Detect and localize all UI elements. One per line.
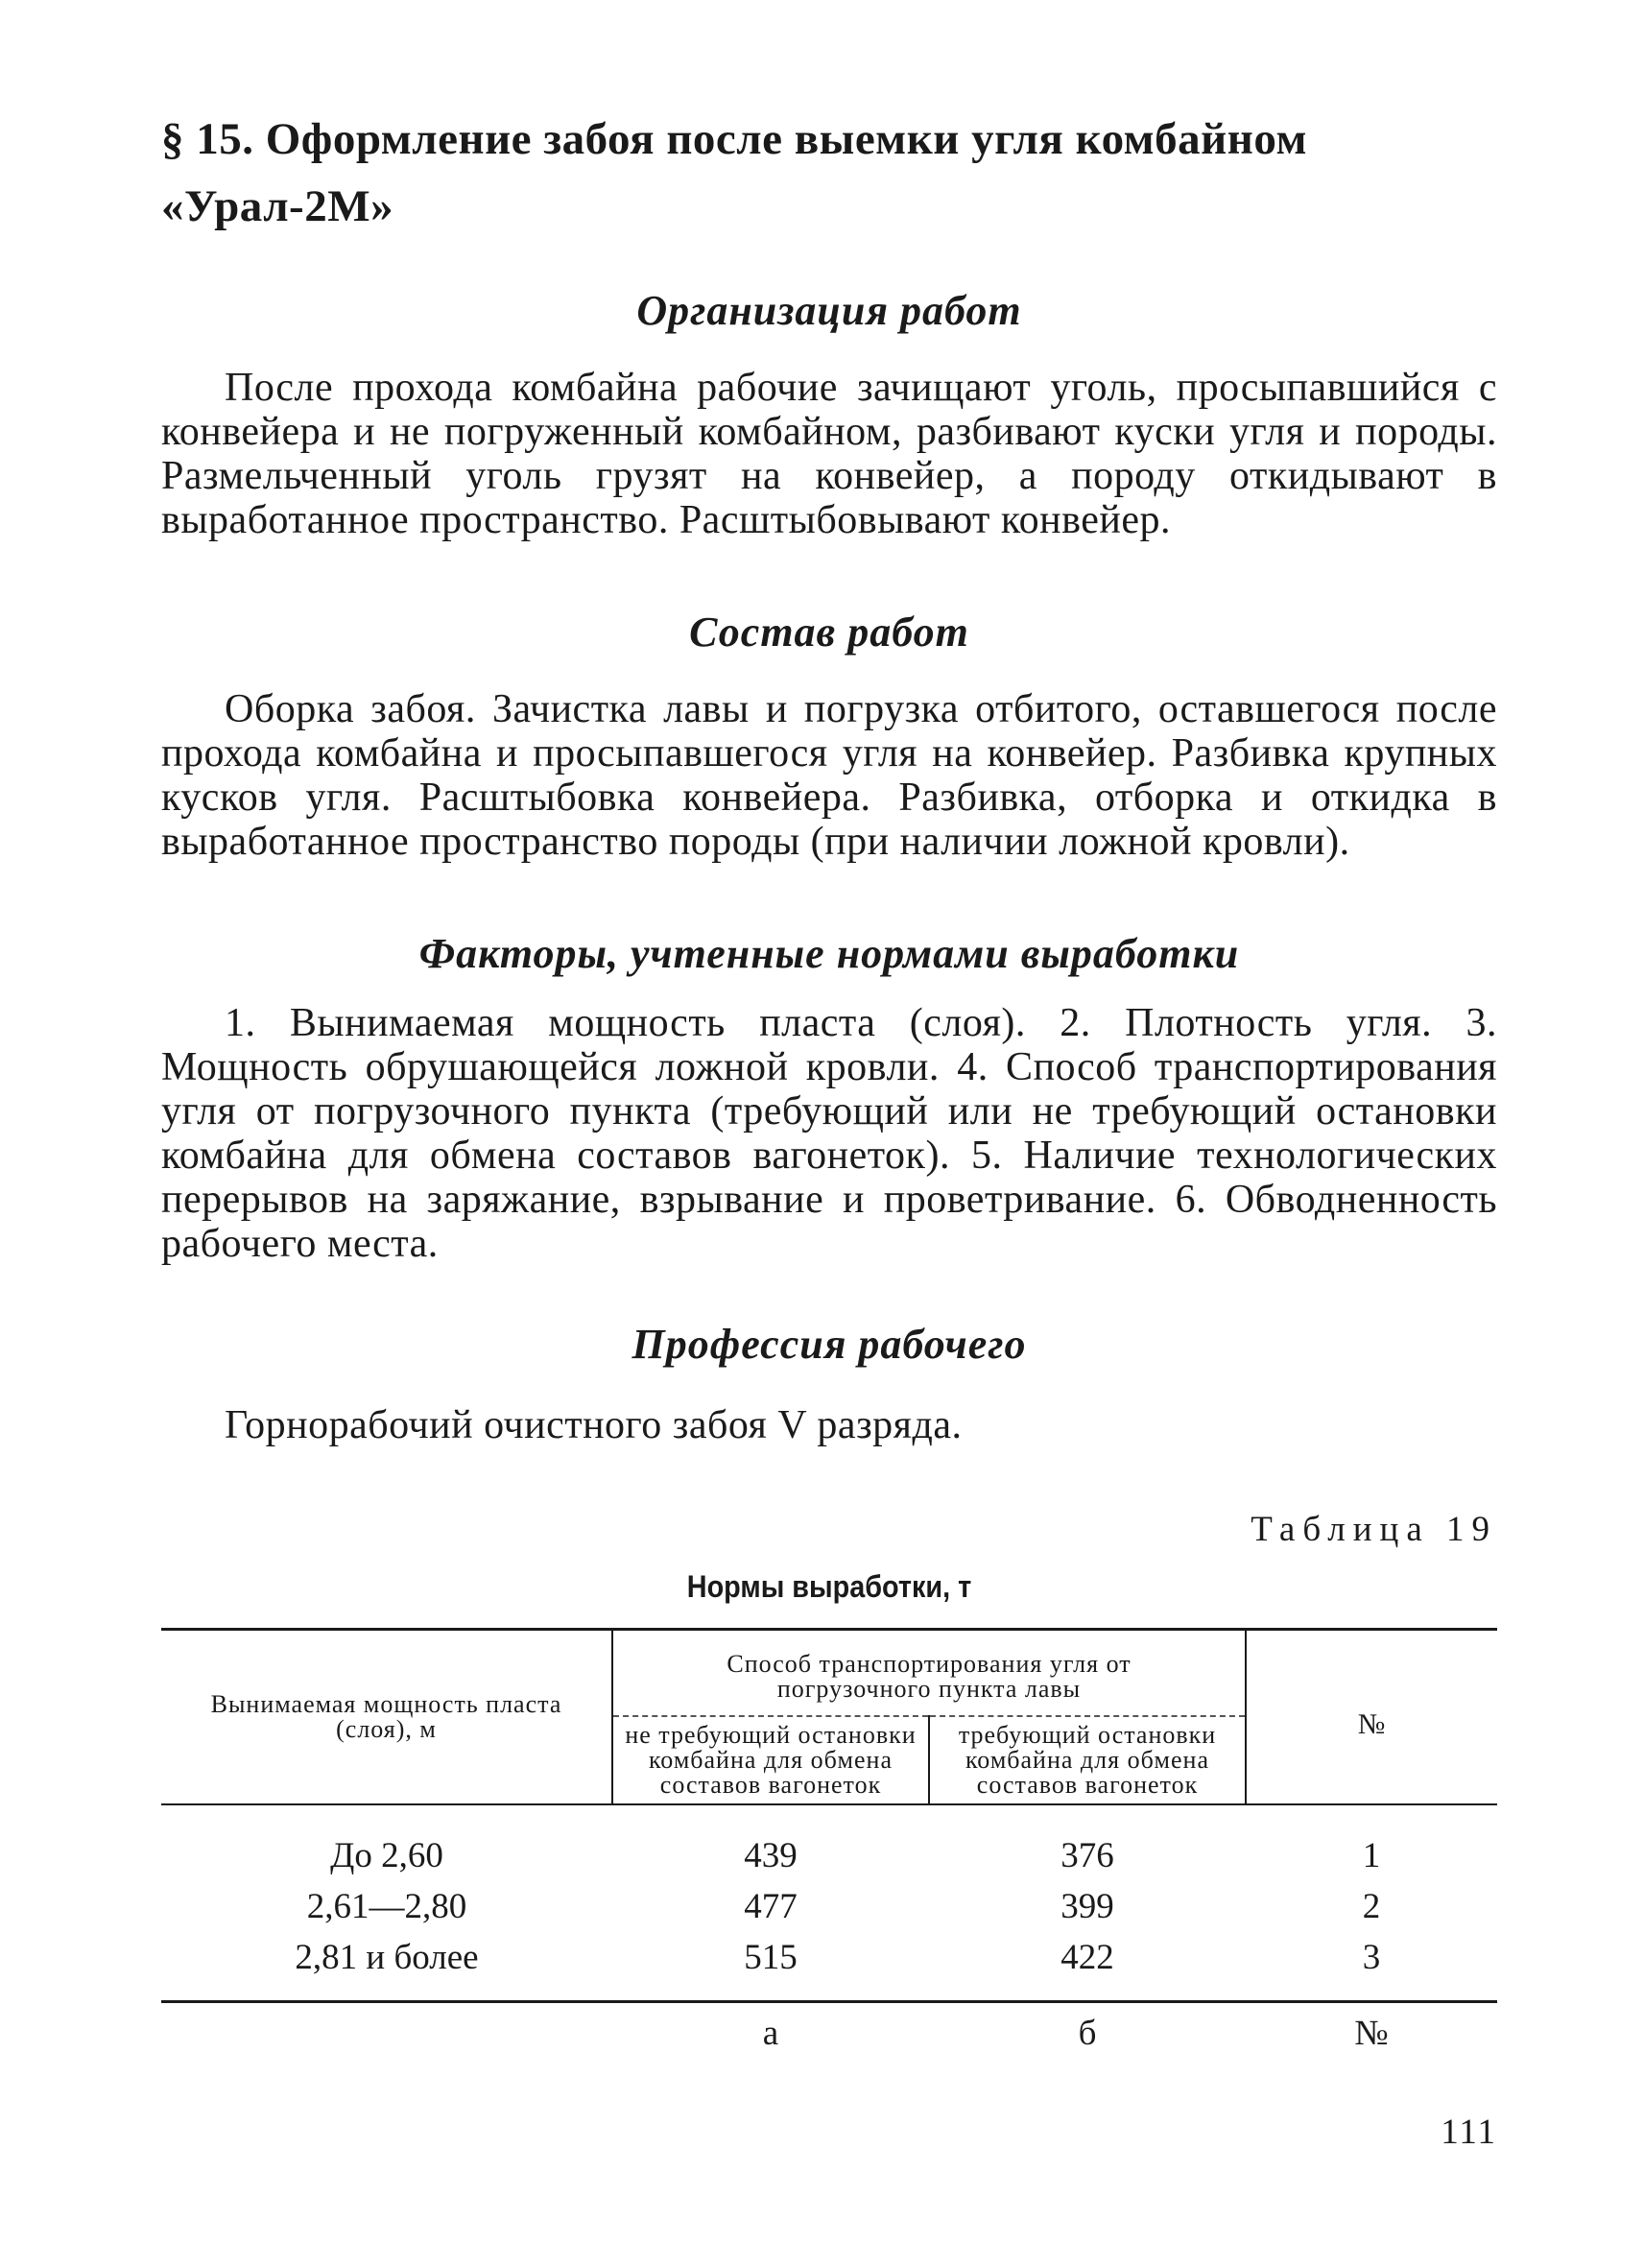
header-method: Способ транспортирования угля от погрузочного пункта лавы (727, 1650, 1132, 1703)
organization-text: После прохода комбайна рабочие зачищают уголь, просыпавшийся с конвейера и не погруженный комбайном, разбивают куски угля и породы. Размельченный уголь грузят на конвейер, а породу откидывают в выработанное пространство. Расштыбовывают конвейер. (161, 366, 1497, 542)
section-title: § 15. Оформление забоя после выемки угля комбайном «Урал-2М» (161, 114, 1307, 231)
cell-a: 439 (744, 1836, 798, 1875)
cell-thickness: До 2,60 (330, 1836, 443, 1875)
factors-heading: Факторы, учтенные нормами выработки (418, 930, 1240, 977)
norms-table (161, 1628, 1497, 2003)
cell-number: 1 (1362, 1836, 1381, 1875)
header-thickness: Вынимаемая мощность пласта (слоя), м (161, 1630, 612, 1805)
cell-a: 477 (744, 1887, 798, 1926)
cell-a: 515 (744, 1938, 798, 1977)
cell-number: 2 (1362, 1887, 1381, 1926)
column-label-a: а (762, 2014, 779, 2053)
profession-text: Горнорабочий очистного забоя V разряда. (225, 1403, 963, 1447)
column-labels (161, 2013, 1497, 2054)
page-number: 111 (1441, 2113, 1497, 2152)
table-row (161, 1881, 1497, 1932)
column-label-number: № (1354, 2014, 1389, 2053)
table-title: Нормы выработки, т (686, 1569, 972, 1604)
cell-b: 399 (1060, 1887, 1114, 1926)
table-label: Таблица 19 (1251, 1510, 1497, 1549)
header-number: № (1246, 1630, 1497, 1805)
organization-heading: Организация работ (636, 287, 1022, 334)
header-requiring: требующий остановки комбайна для обмена составов вагонеток (929, 1716, 1246, 1804)
cell-b: 376 (1060, 1836, 1114, 1875)
header-not-requiring: не требующий остановки комбайна для обмена составов вагонеток (612, 1716, 929, 1804)
cell-number: 3 (1362, 1938, 1381, 1977)
column-label-b: б (1078, 2014, 1097, 2053)
document-page (161, 106, 1497, 2054)
profession-heading: Профессия рабочего (631, 1321, 1027, 1368)
cell-b: 422 (1060, 1938, 1114, 1977)
table-row (161, 1932, 1497, 2002)
cell-thickness: 2,81 и более (295, 1938, 479, 1977)
factors-text: 1. Вынимаемая мощность пласта (слоя). 2. Плотность угля. 3. Мощность обрушающейся ложной кровли. 4. Способ транспортирования угля от погрузочного пункта (требующий или не требующий остановки комбайна для обмена составов вагонеток). 5. Наличие технологических перерывов на заряжание, взрывание и проветривание. 6. Обводненность рабочего места. (161, 1001, 1497, 1266)
table-row (161, 1804, 1497, 1881)
composition-text: Оборка забоя. Зачистка лавы и погрузка отбитого, оставшегося после прохода комбайна и просыпавшегося угля на конвейер. Разбивка крупных кусков угля. Расштыбовка конвейера. Разбивка, отборка и откидка в выработанное пространство породы (при наличии ложной кровли). (161, 687, 1497, 864)
cell-thickness: 2,61—2,80 (306, 1887, 467, 1926)
composition-heading: Состав работ (689, 609, 969, 656)
